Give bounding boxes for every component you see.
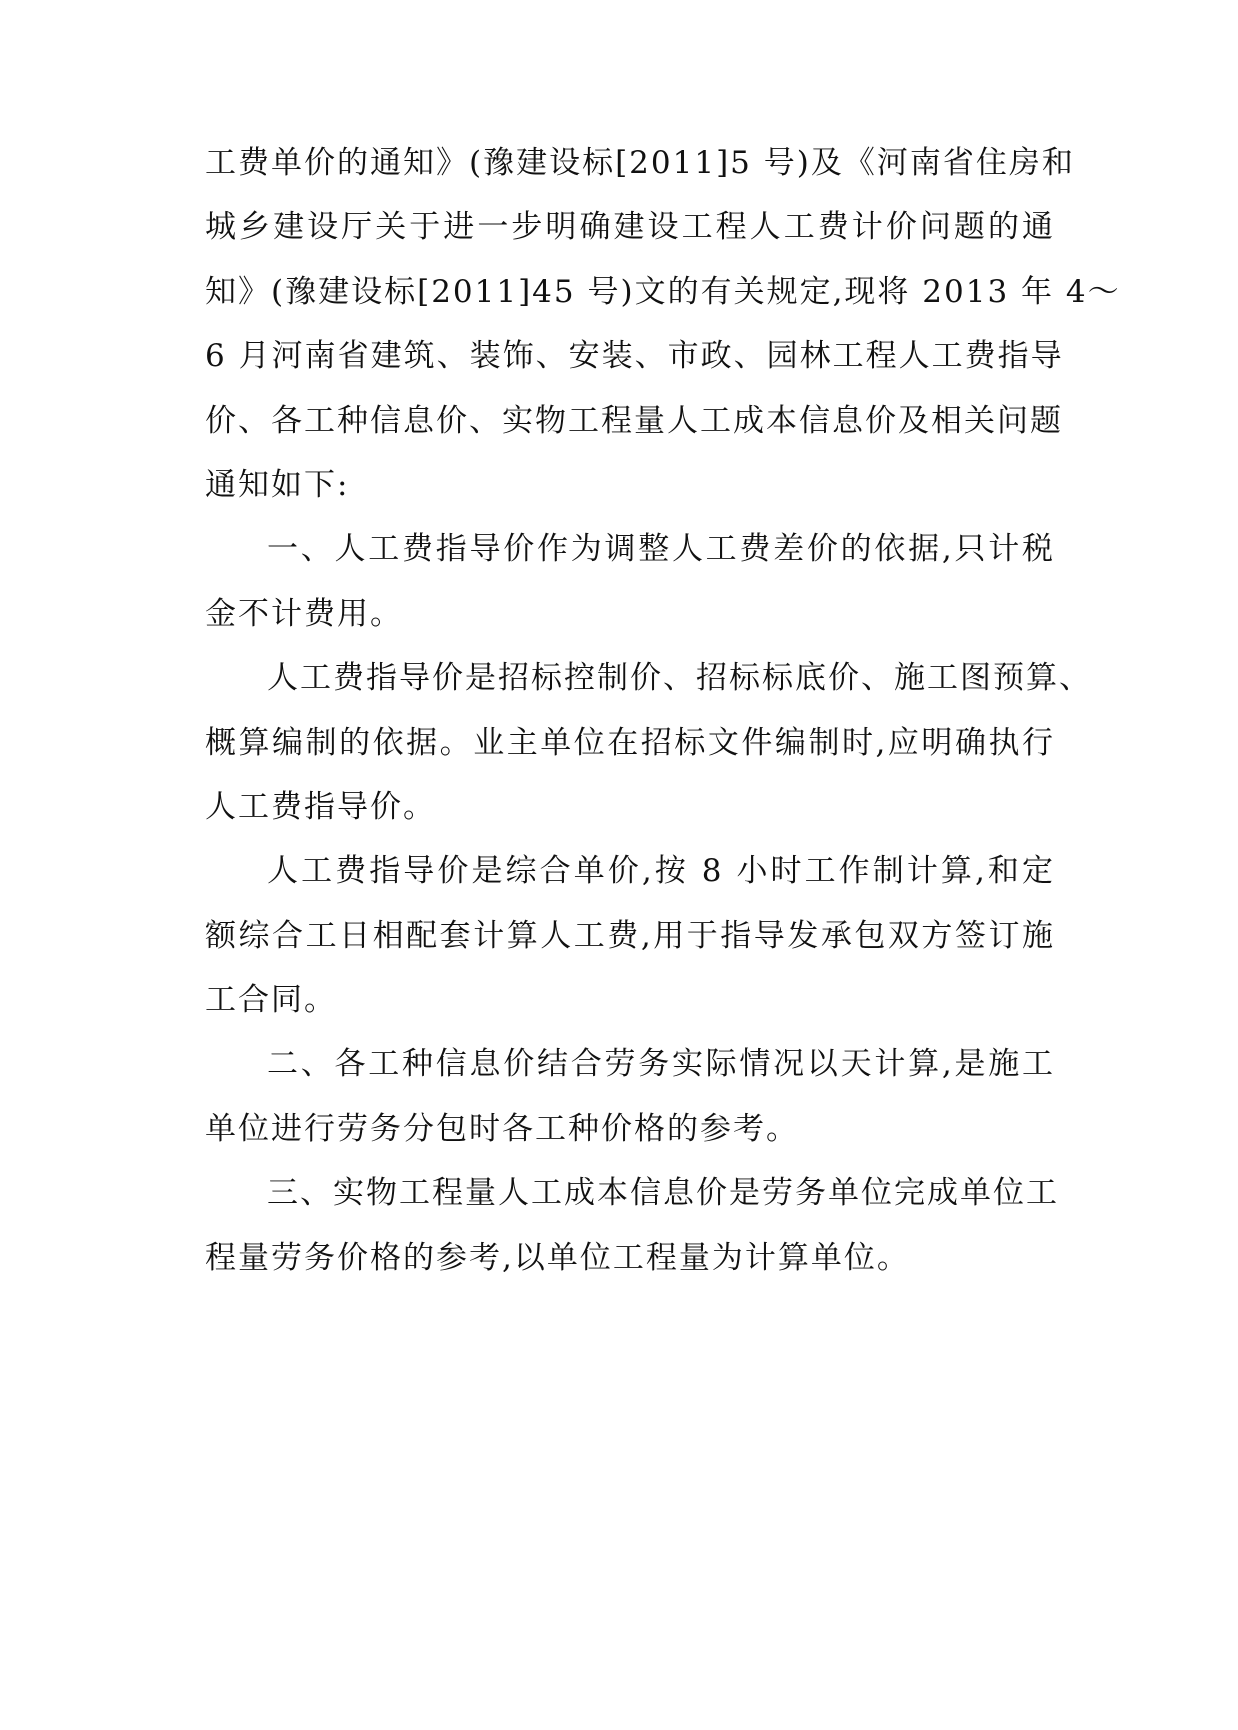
paragraph-section-1-unit-price	[205, 839, 1055, 1032]
text-line: 人工费指导价。	[205, 788, 436, 825]
text-line: 价、各工种信息价、实物工程量人工成本信息价及相关问题	[205, 402, 1063, 439]
text-line: 工费单价的通知》(豫建设标[2011]5 号)及《河南省住房和	[205, 145, 1075, 181]
paragraph-section-1	[205, 517, 1055, 646]
text-line: 通知如下:	[205, 466, 350, 503]
text-line: 二、各工种信息价结合劳务实际情况以天计算,是施工	[267, 1046, 1055, 1083]
text-line: 程量劳务价格的参考,以单位工程量为计算单位。	[205, 1239, 910, 1276]
paragraph-intro	[205, 131, 1121, 517]
text-line: 单位进行劳务分包时各工种价格的参考。	[205, 1110, 799, 1147]
text-line: 金不计费用。	[205, 595, 403, 632]
text-line: 三、实物工程量人工成本信息价是劳务单位完成单位工	[267, 1175, 1059, 1212]
document-body	[205, 131, 1121, 1290]
text-line: 工合同。	[205, 982, 337, 1019]
text-line: 人工费指导价是招标控制价、招标标底价、施工图预算、	[267, 660, 1092, 697]
text-line: 一、人工费指导价作为调整人工费差价的依据,只计税	[267, 531, 1055, 568]
text-line: 额综合工日相配套计算人工费,用于指导发承包双方签订施	[205, 917, 1055, 954]
text-line: 概算编制的依据。业主单位在招标文件编制时,应明确执行	[205, 724, 1055, 761]
text-line: 人工费指导价是综合单价,按 8 小时工作制计算,和定	[267, 853, 1055, 890]
paragraph-section-3	[205, 1161, 1059, 1290]
paragraph-section-1-guidance	[205, 646, 1092, 839]
text-line: 知》(豫建设标[2011]45 号)文的有关规定,现将 2013 年 4～	[205, 273, 1121, 310]
paragraph-section-2	[205, 1032, 1055, 1161]
text-line: 6 月河南省建筑、装饰、安装、市政、园林工程人工费指导	[205, 338, 1064, 375]
text-line: 城乡建设厅关于进一步明确建设工程人工费计价问题的通	[205, 209, 1055, 246]
